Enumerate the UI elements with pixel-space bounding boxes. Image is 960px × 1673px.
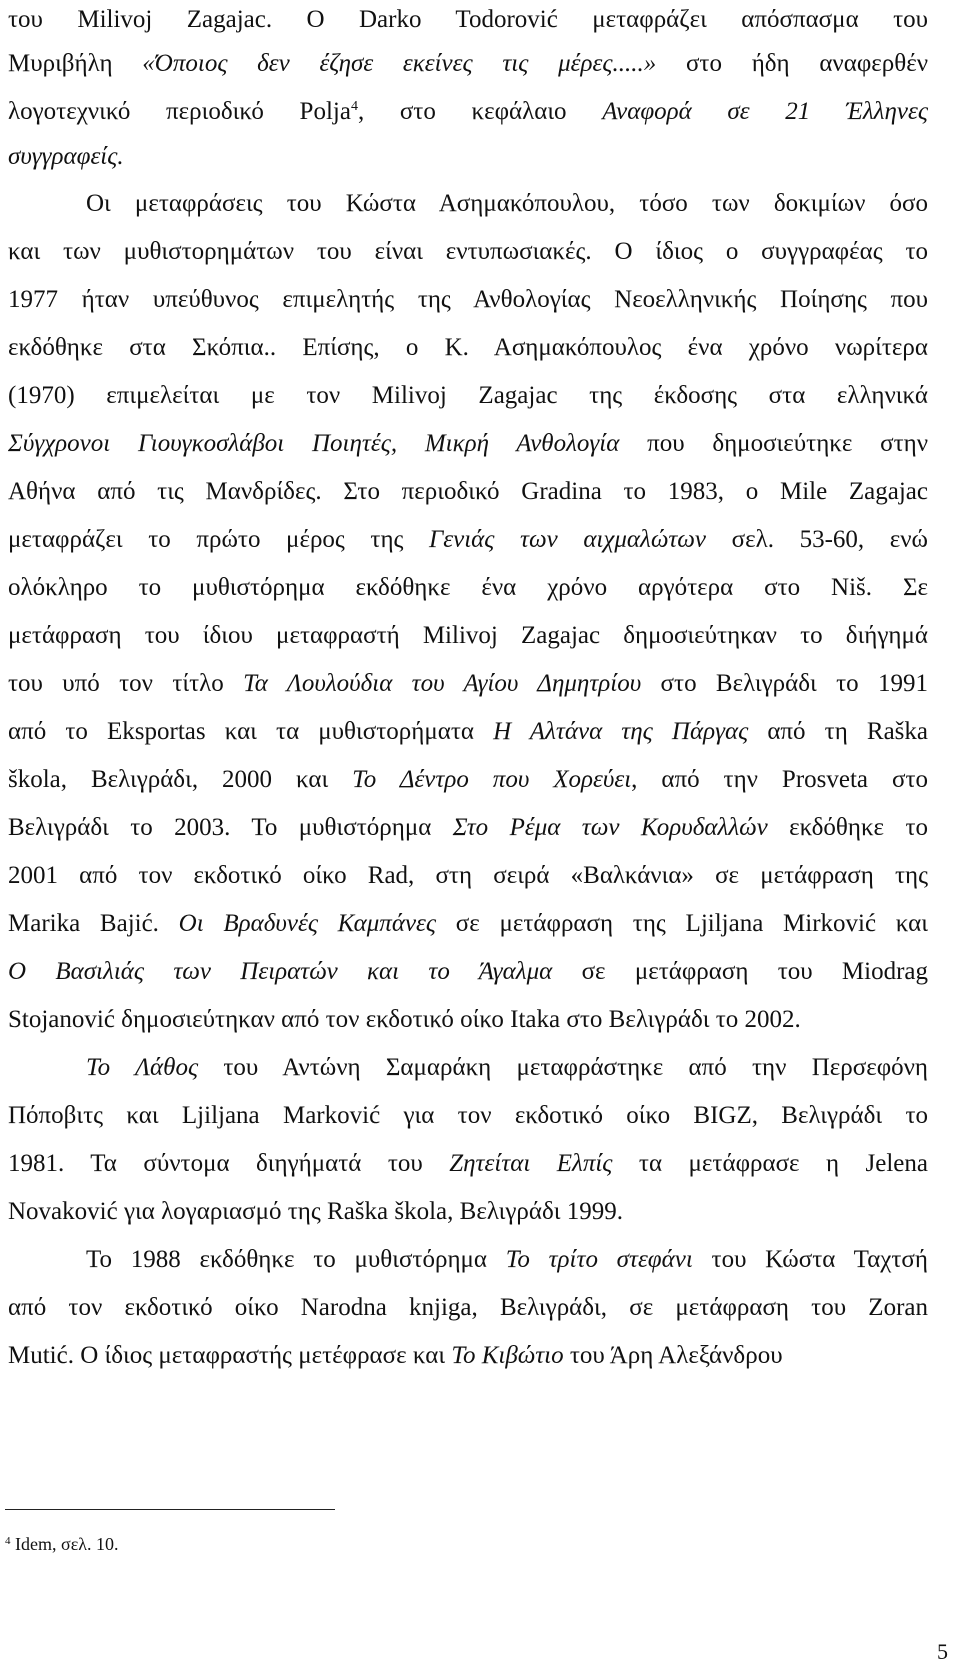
text-line (86, 1243, 928, 1277)
text-run: εκδόθηκε το (767, 814, 928, 841)
text-run: , από την Prosveta στο (631, 766, 928, 793)
italic-title: Το τρίτο στεφάνι (505, 1246, 693, 1273)
text-line (8, 859, 928, 893)
text-line (8, 811, 928, 845)
text-run: Οι μεταφράσεις του Κώστα Ασημακόπουλου, τόσο των δοκιμίων όσο (86, 190, 928, 217)
text-run: Μυριβήλη (8, 50, 143, 77)
text-run: μεταφράζει το πρώτο μέρος της (8, 526, 430, 553)
text-run: Mutić. Ο ίδιος μεταφραστής μετέφρασε και (8, 1342, 452, 1369)
text-run: στο Βελιγράδι το 1991 (641, 670, 929, 697)
text-run: τα μετάφρασε η Jelena (612, 1150, 928, 1177)
text-line (86, 187, 928, 221)
italic-title: Αναφορά σε 21 Έλληνες (602, 98, 928, 125)
italic-title: Το Λάθος (86, 1054, 199, 1081)
text-run: εκδόθηκε στα Σκόπια.. Επίσης, ο Κ. Ασημακόπουλος ένα χρόνο νωρίτερα (8, 334, 928, 361)
text-line (8, 235, 928, 269)
italic-title: Ο Βασιλιάς των Πειρατών και το Άγαλμα (8, 958, 553, 985)
text-run: Stojanović δημοσιεύτηκαν από τον εκδοτικό οίκο Itaka στο Βελιγράδι το 2002. (8, 1006, 801, 1033)
text-run: που δημοσιεύτηκε στην (619, 430, 929, 457)
italic-title: συγγραφείς. (8, 143, 124, 170)
text-run: του Άρη Αλεξάνδρου (563, 1342, 783, 1369)
text-run: Το 1988 εκδόθηκε το μυθιστόρημα (86, 1246, 506, 1273)
text-line (8, 475, 928, 509)
text-run: 1981. Τα σύντομα διηγήματά του (8, 1150, 450, 1177)
text-run: και των μυθιστορημάτων του είναι εντυπωσιακές. Ο ίδιος ο συγγραφέας το (8, 238, 928, 265)
text-run: škola, Βελιγράδι, 2000 και (8, 766, 353, 793)
text-line (8, 1195, 928, 1229)
text-line (8, 907, 928, 941)
text-line (8, 283, 928, 317)
text-line (8, 331, 928, 365)
text-run: του Κώστα Ταχτσή (692, 1246, 928, 1273)
text-run: του Milivoj Zagajac. Ο Darko Todorović μεταφράζει απόσπασμα του (8, 6, 928, 33)
footnote-marker: 4 (5, 1535, 11, 1547)
text-line (8, 47, 928, 81)
text-line (8, 379, 928, 413)
text-line (86, 1051, 928, 1085)
text-run: από το Eksportas και τα μυθιστορήματα (8, 718, 494, 745)
text-run: Marika Bajić. (8, 910, 179, 937)
italic-title: Τα Λουλούδια του Αγίου Δημητρίου (243, 670, 642, 697)
text-line (8, 3, 928, 37)
text-run: από τον εκδοτικό οίκο Narodna knjiga, Βελιγράδι, σε μετάφραση του Zoran (8, 1294, 928, 1321)
text-line (8, 715, 928, 749)
text-run: σε μετάφραση της Ljiljana Mirković και (436, 910, 928, 937)
text-line (8, 763, 928, 797)
text-line (8, 427, 928, 461)
footnote (5, 1532, 118, 1556)
text-run: Novaković για λογαριασμό της Raška škola, Βελιγράδι 1999. (8, 1198, 623, 1225)
text-run: Αθήνα από τις Μανδρίδες. Στο περιοδικό Gradina το 1983, ο Mile Zagajac (8, 478, 928, 505)
text-run: , στο κεφάλαιο (357, 98, 603, 125)
text-run: από τη Raška (748, 718, 928, 745)
text-line (8, 95, 928, 129)
italic-title: Το Κιβώτιο (451, 1342, 564, 1369)
italic-title: Ζητείται Ελπίς (449, 1150, 613, 1177)
italic-title: Σύγχρονοι Γιουγκοσλάβοι Ποιητές, Μικρή Ανθολογία (8, 430, 620, 457)
text-line (8, 1147, 928, 1181)
italic-title: Το Δέντρο που Χορεύει (352, 766, 632, 793)
text-line (8, 1099, 928, 1133)
footnote-reference: 4 (350, 99, 358, 114)
italic-title: Γενιάς των αιχμαλώτων (429, 526, 707, 553)
text-run: λογοτεχνικό περιοδικό Polja (8, 98, 351, 125)
text-run: Πόποβιτς και Ljiljana Marković για τον εκδοτικό οίκο BIGZ, Βελιγράδι το (8, 1102, 928, 1129)
text-run: σελ. 53-60, ενώ (706, 526, 928, 553)
text-line (8, 523, 928, 557)
text-line (8, 140, 928, 174)
text-run: 2001 από τον εκδοτικό οίκο Rad, στη σειρά «Βαλκάνια» σε μετάφραση της (8, 862, 928, 889)
page-number: 5 (937, 1639, 948, 1664)
text-run: του υπό τον τίτλο (8, 670, 244, 697)
footnote-text: Idem, σελ. 10. (15, 1534, 119, 1554)
italic-title: «Όποιος δεν έζησε εκείνες τις μέρες.....» (142, 50, 657, 77)
text-line (8, 1003, 928, 1037)
text-run: 1977 ήταν υπεύθυνος επιμελητής της Ανθολογίας Νεοελληνικής Ποίησης που (8, 286, 928, 313)
text-run: μετάφραση του ίδιου μεταφραστή Milivoj Zagajac δημοσιεύτηκαν το διήγημά (8, 622, 928, 649)
text-line (8, 619, 928, 653)
text-line (8, 955, 928, 989)
text-line (8, 1339, 928, 1373)
text-run: Βελιγράδι το 2003. Το μυθιστόρημα (8, 814, 453, 841)
footnote-separator (5, 1509, 335, 1510)
text-run: στο ήδη αναφερθέν (656, 50, 929, 77)
italic-title: Στο Ρέμα των Κορυδαλλών (452, 814, 768, 841)
text-run: ολόκληρο το μυθιστόρημα εκδόθηκε ένα χρόνο αργότερα στο Niš. Σε (8, 574, 928, 601)
text-line (8, 667, 928, 701)
text-line (8, 1291, 928, 1325)
text-run: (1970) επιμελείται με τον Milivoj Zagajac της έκδοσης στα ελληνικά (8, 382, 928, 409)
italic-title: Η Αλτάνα της Πάργας (493, 718, 749, 745)
text-run: του Αντώνη Σαμαράκη μεταφράστηκε από την Περσεφόνη (198, 1054, 928, 1081)
text-line (8, 571, 928, 605)
italic-title: Οι Βραδυνές Καμπάνες (178, 910, 437, 937)
text-run: σε μετάφραση του Miodrag (552, 958, 929, 985)
